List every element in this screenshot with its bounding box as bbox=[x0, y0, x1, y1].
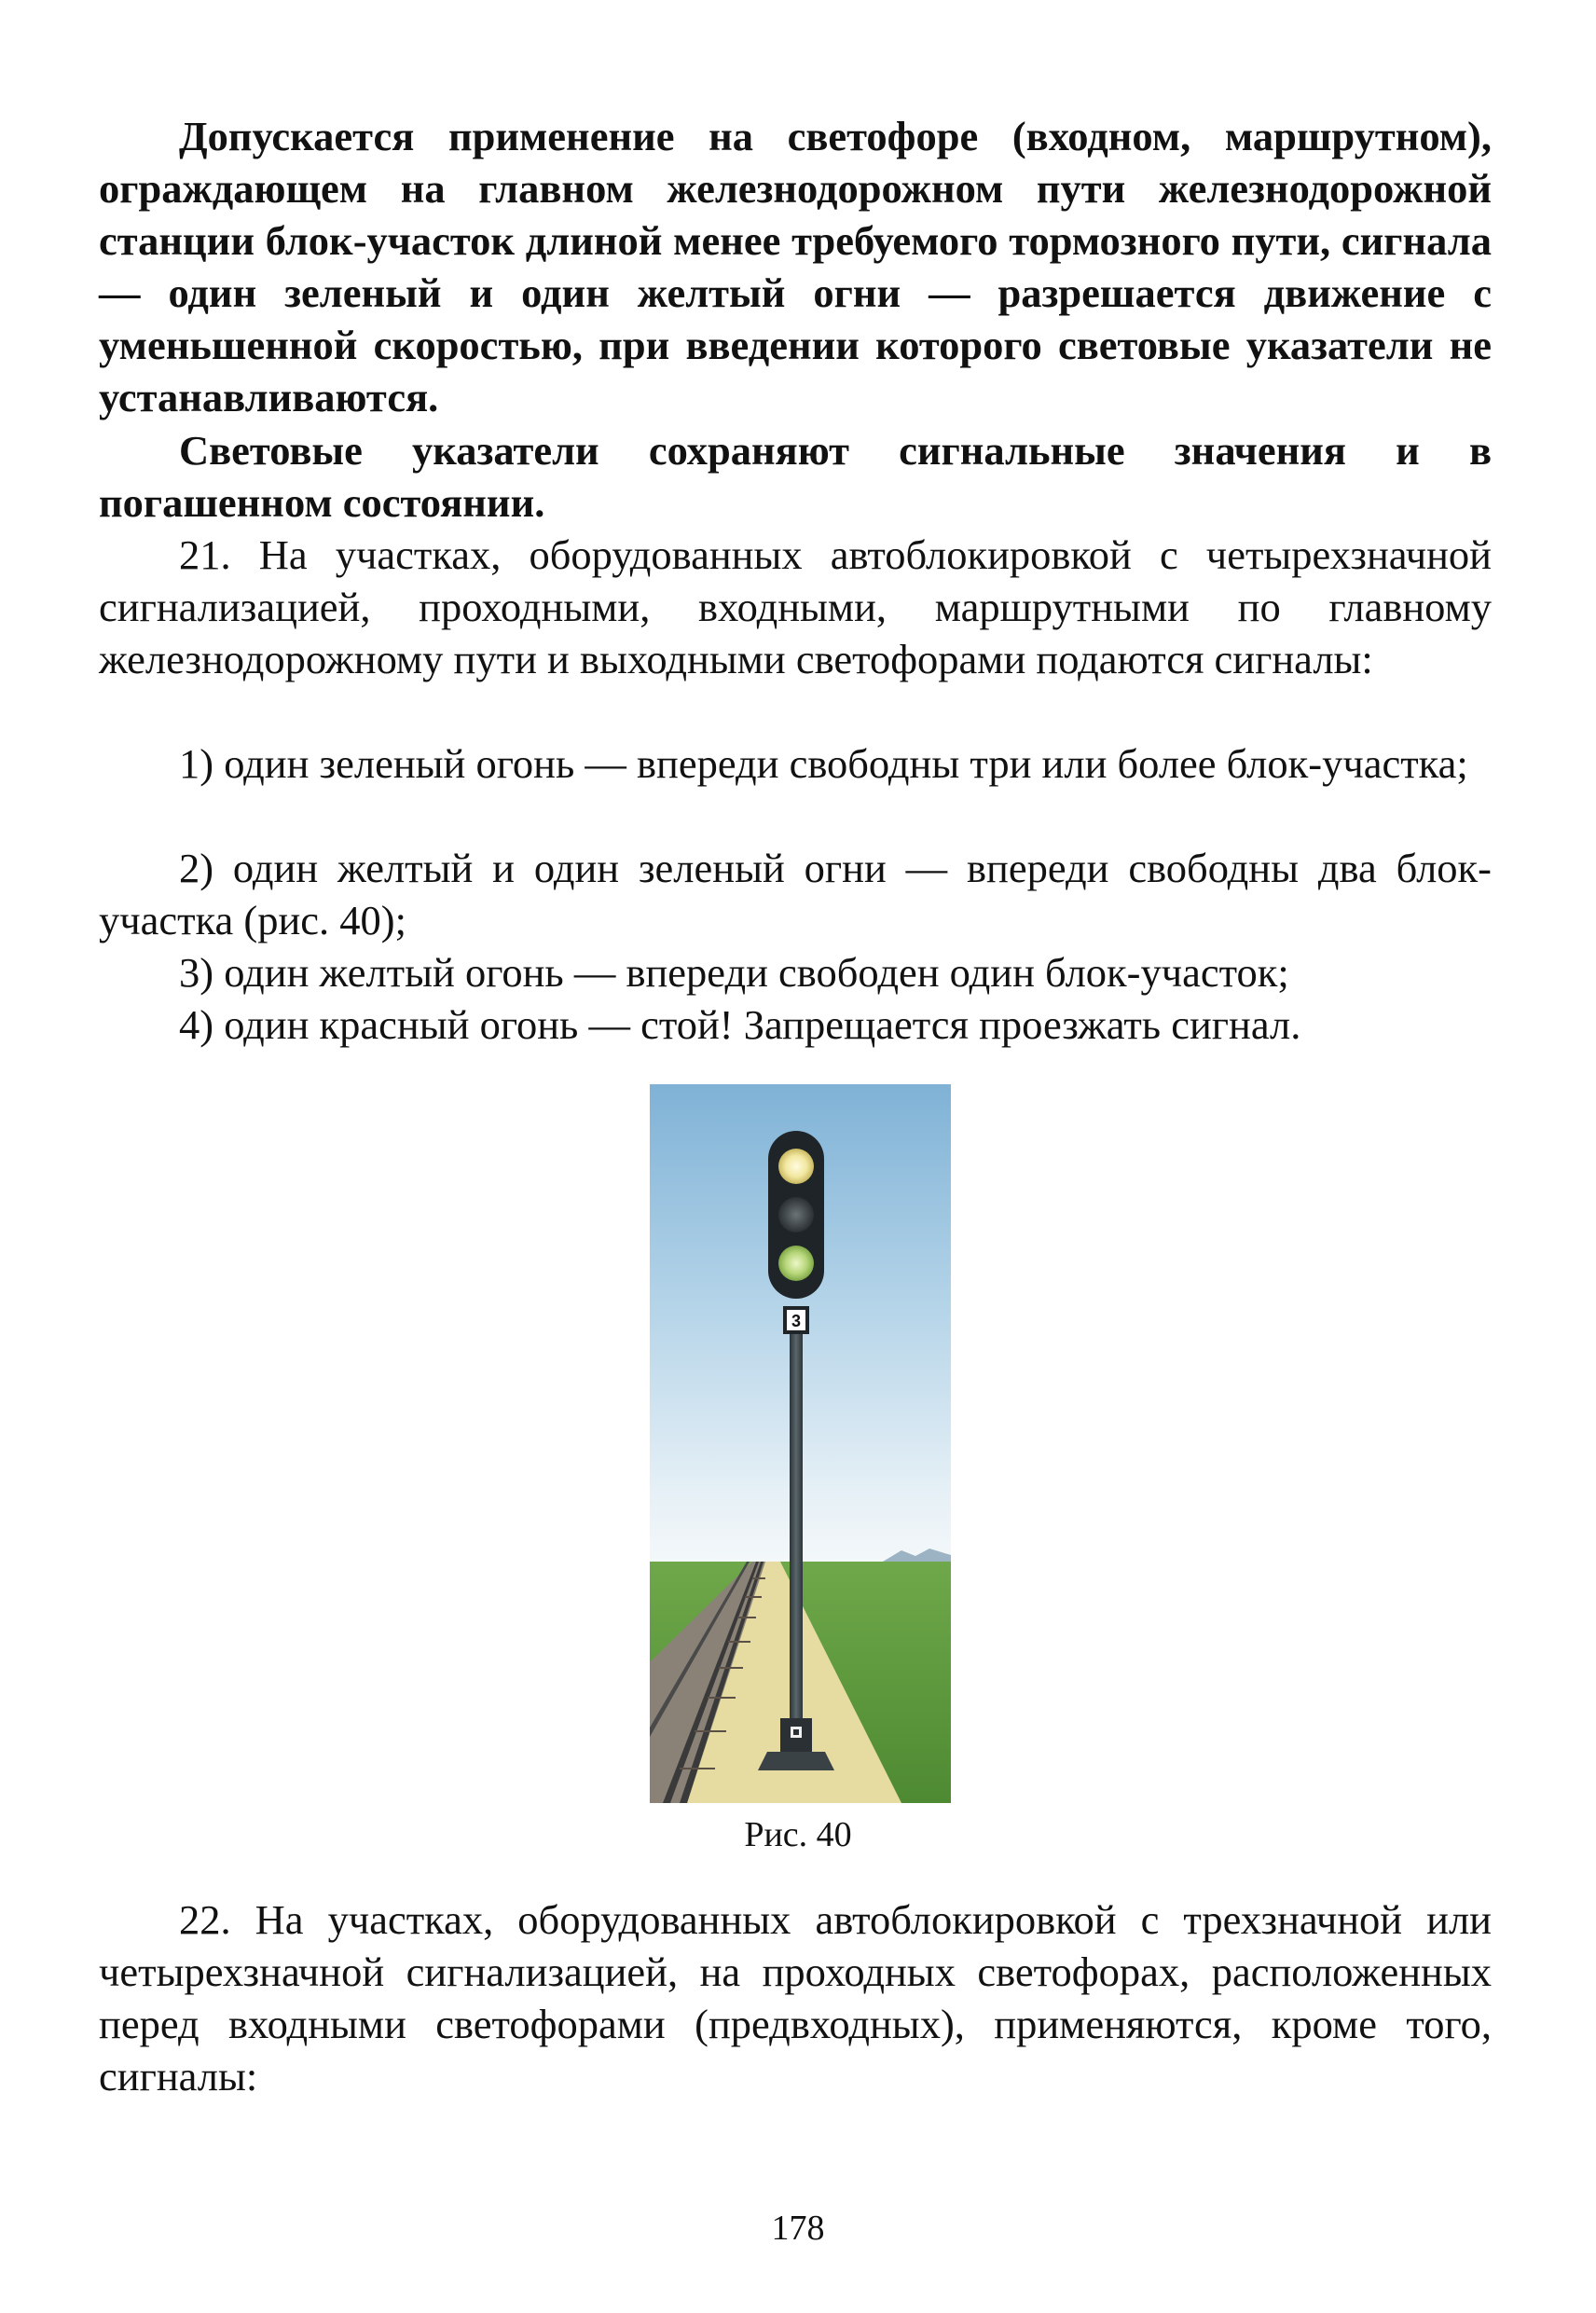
plate-number-text: 3 bbox=[791, 1312, 802, 1330]
list-item-4: 4) один красный огонь — стой! Запрещается проезжать сигнал. bbox=[179, 1001, 1301, 1048]
paragraph-permitted-signal: Допускается применение на светофоре (входном, маршрутном), ограждающем на главном железнодорожном пути железнодорожной станции блок-участок длиной менее требуемого тормозного пути, сигнала — один зеленый и один желтый огни — разрешается движение с уменьшенной скоростью, при введении которого световые указатели не устанавливаются. bbox=[99, 113, 1492, 420]
signal-foundation bbox=[758, 1752, 834, 1770]
railway-signal-illustration bbox=[650, 1084, 951, 1803]
paragraph-section-22: 22. На участках, оборудованных автоблокировкой с трехзначной или четырехзначной сигнализацией, на проходных светофорах, расположенных перед входными светофорами (предвходных), применяются, кроме того, сигналы: bbox=[99, 1896, 1492, 2100]
signal-pole bbox=[790, 1322, 803, 1742]
figure-caption: Рис. 40 bbox=[744, 1815, 852, 1854]
middle-lamp-unlit bbox=[778, 1197, 814, 1232]
paragraph-section-21: 21. На участках, оборудованных автоблокировкой с четырехзначной сигнализацией, проходными, входными, маршрутными по главному железнодорожному пути и выходными светофорами подаются сигналы: bbox=[99, 531, 1492, 682]
list-item-2: 2) один желтый и один зеленый огни — впереди свободны два блок-участка (рис. 40); bbox=[99, 845, 1492, 943]
page-number: 178 bbox=[771, 2209, 825, 2248]
figure-40-signal-illustration bbox=[650, 1084, 951, 1803]
paragraph-light-indicators: Световые указатели сохраняют сигнальные значения и в погашенном состоянии. bbox=[99, 427, 1492, 526]
list-item-1: 1) один зеленый огонь — впереди свободны три или более блок-участка; bbox=[179, 740, 1468, 787]
list-item-3: 3) один желтый огонь — впереди свободен один блок-участок; bbox=[179, 949, 1289, 996]
green-lamp-lit bbox=[778, 1246, 814, 1281]
yellow-lamp-lit bbox=[778, 1149, 814, 1184]
